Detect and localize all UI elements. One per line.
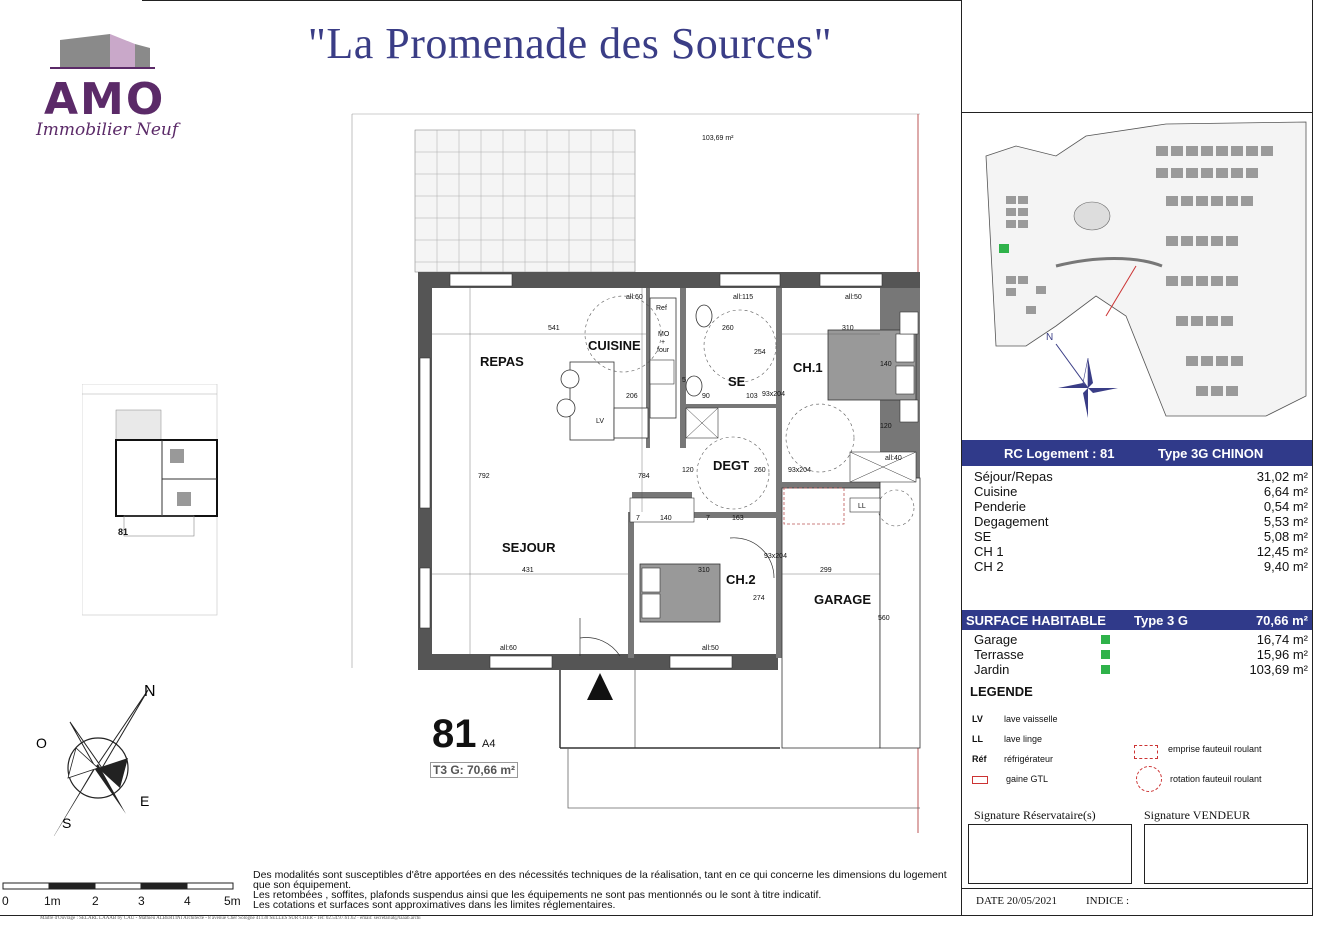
dim-7a: 7 [636,515,640,522]
scale-label-4: 4 [184,894,191,908]
habitable-type: Type 3 G [1134,613,1188,628]
dim-163: 163 [732,515,744,522]
compass-n: N [144,683,156,700]
scale-bar [2,880,242,910]
lot-rc: RC Logement : 81 [1004,446,1115,461]
dim-all115: all:115 [733,294,754,301]
table-row: Penderie 0,54 m² [974,499,1308,514]
signature-buyer-box[interactable] [968,824,1132,884]
legend-items: LV lave vaisselle LL lave linge Réf réfrigérateur gaine GTL [972,714,1058,784]
dim-784: 784 [638,473,650,480]
logo-tagline: Immobilier Neuf [36,120,179,140]
room-sejour: SEJOUR [502,540,556,555]
fixture-plus: + [661,339,666,346]
scale-label-1: 1m [44,894,61,908]
dim-140b: 140 [880,361,892,368]
compass-s: S [62,815,72,831]
table-row: Garage 16,74 m² [974,632,1308,647]
legend-title: LEGENDE [970,684,1033,699]
table-row: SE 5,08 m² [974,529,1308,544]
fixture-ll: LL [858,503,866,510]
habitable-value: 70,66 m² [1255,613,1308,628]
dim-all40: all:40 [885,455,902,462]
disclaimer-notes [253,870,953,910]
dim-120b: 120 [682,467,694,474]
document-index: INDICE : [1086,895,1130,907]
dim-120a: 120 [880,423,892,430]
fixture-mo: MO [658,331,670,338]
dim-299: 299 [820,567,832,574]
dim-310a: 310 [842,325,854,332]
table-row: CH 2 9,40 m² [974,559,1308,574]
terrace-tiles [415,130,635,272]
room-se: SE [728,374,746,389]
room-ch2: CH.2 [726,572,756,587]
dim-all60a: all:60 [626,294,643,301]
habitable-bar [962,610,1312,630]
signature-seller-label: Signature VENDEUR [1144,808,1251,822]
logo-buildings-icon [30,30,170,80]
fixture-four: four [657,347,670,354]
note-1: Des modalités sont susceptibles d'être apportées en des nécessités techniques de la réalisation, tant en ce qui concerne les dimensions du logement que son équipement. [253,869,947,891]
fixture-lv: LV [596,418,605,425]
architect-footer: Maître d'Ouvrage : SELARL LAAAB by CAU - Mathieu ALBERTINI Architecte - 8 avenue Cher Sologne 41130 SELLES SUR CHER - Tel: 02.54.97.61.62 · email: secretariat@laaab.archi [40,916,421,921]
table-row: Degagement 5,53 m² [974,514,1308,529]
dim-all60b: all:60 [500,645,517,652]
lot-suffix: A4 [482,738,496,750]
thumb-lot-label: 81 [118,527,129,537]
room-degt: DEGT [713,458,750,473]
dim-90: 90 [702,393,710,400]
table-row: CH 1 12,45 m² [974,544,1308,559]
lot-type-badge: T3 G: 70,66 m² [430,762,518,778]
info-panel [961,0,1313,916]
room-ch1: CH.1 [793,360,823,375]
habitable-label: SURFACE HABITABLE [966,613,1106,628]
thumbnail-plan [82,384,218,616]
room-repas: REPAS [480,354,524,369]
table-row: Jardin 103,69 m² [974,662,1308,677]
note-2: Les retombées , soffites, plafonds suspendus ainsi que les équipements ne sont pas mentionnés ou le sont à titre indicatif. [253,889,822,901]
note-3: Les cotations et surfaces sont approximatives dans les limites réglementaires. [253,899,616,911]
site-compass-n: N [1046,332,1054,343]
site-compass-icon [1046,332,1118,418]
entrance-arrow-icon [587,673,613,700]
dim-541: 541 [548,325,560,332]
garden-area: 103,69 m² [702,135,734,142]
dim-5: 5 [682,377,686,384]
dim-254: 254 [754,349,766,356]
dim-310b: 310 [698,567,710,574]
dim-260b: 260 [754,467,766,474]
dim-93c: 93x204 [764,553,787,560]
dim-all50a: all:50 [845,294,862,301]
compass-e: E [140,793,150,809]
document-date: DATE 20/05/2021 [976,895,1057,907]
gtl-icon [972,776,988,784]
fixture-ref: Ref [656,305,667,312]
dim-93b: 93x204 [788,467,811,474]
dim-206: 206 [626,393,638,400]
logo-brand: AMO [44,74,166,125]
dim-260a: 260 [722,325,734,332]
table-row: Séjour/Repas 31,02 m² [974,469,1308,484]
compass-rose [30,676,180,836]
dim-93a: 93x204 [762,391,785,398]
table-row: Cuisine 6,64 m² [974,484,1308,499]
lot-header-bar [962,440,1312,466]
room-cuisine: CUISINE [588,338,641,353]
scale-label-5: 5m [224,894,241,908]
dim-7b: 7 [706,515,710,522]
compass-o: O [36,735,47,751]
signature-buyer-label: Signature Réservataire(s) [974,808,1096,822]
site-plan [966,116,1310,438]
lot-type: Type 3G CHINON [1158,446,1264,461]
top-rule [142,0,962,1]
scale-label-0: 0 [2,894,9,908]
page-title: "La Promenade des Sources" [307,19,833,68]
dim-274: 274 [753,595,765,602]
dim-560: 560 [878,615,890,622]
pmr-rotation-icon [1136,766,1162,792]
floor-plan [340,108,930,838]
signature-seller-box[interactable] [1144,824,1308,884]
scale-label-3: 3 [138,894,145,908]
dim-431: 431 [522,567,534,574]
legend-pmr1: emprise fauteuil roulant [1168,744,1262,754]
pmr-footprint-icon [1134,745,1158,759]
dim-140a: 140 [660,515,672,522]
lot-number: 81 [432,712,477,756]
dim-792: 792 [478,473,490,480]
scale-label-2: 2 [92,894,99,908]
legend-pmr2: rotation fauteuil roulant [1170,774,1262,784]
table-row: Terrasse 15,96 m² [974,647,1308,662]
room-garage: GARAGE [814,592,872,607]
dim-103: 103 [746,393,758,400]
dim-all50b: all:50 [702,645,719,652]
